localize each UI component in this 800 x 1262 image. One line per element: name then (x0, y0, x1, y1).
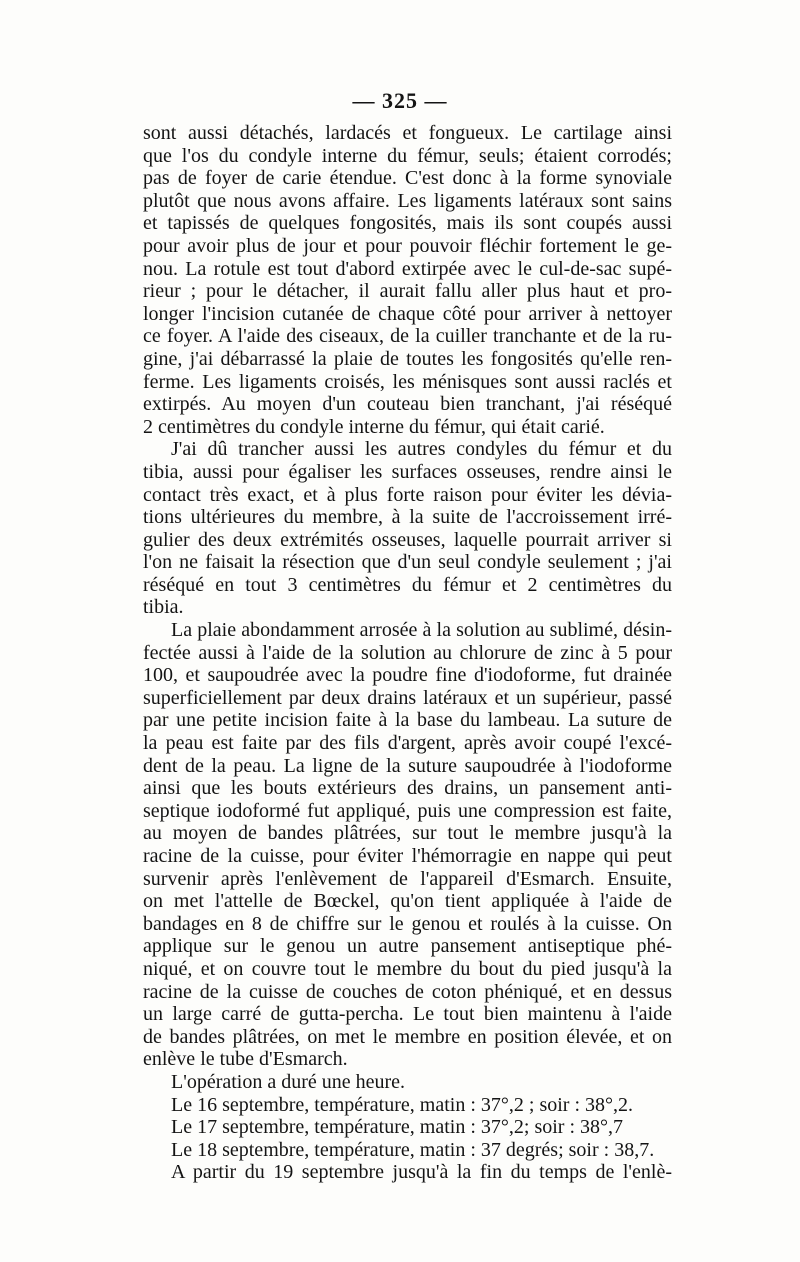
text-line: un large carré de gutta-percha. Le tout bien maintenu à l'aide (143, 1003, 672, 1026)
text-line: nou. La rotule est tout d'abord extirpée avec le cul-de-sac supé- (143, 257, 672, 280)
text-line: niqué, et on couvre tout le membre du bout du pied jusqu'à la (143, 957, 672, 980)
text-line: de bandes plâtrées, on met le membre en position élevée, et on (143, 1025, 672, 1048)
text-line: L'opération a duré une heure. (171, 1070, 406, 1093)
text-line: ferme. Les ligaments croisés, les ménisques sont aussi raclés et (143, 370, 672, 393)
text-line: superficiellement par deux drains latéraux et un supérieur, passé (143, 686, 672, 709)
text-line: sont aussi détachés, lardacés et fongueux. Le cartilage ainsi (143, 122, 672, 144)
text-line: plutôt que nous avons affaire. Les ligaments latéraux sont sains (143, 189, 672, 212)
text-line: et tapissés de quelques fongosités, mais ils sont coupés aussi (143, 212, 672, 235)
text-line: enlève le tube d'Esmarch. (143, 1048, 348, 1071)
text-line: ce foyer. A l'aide des ciseaux, de la cuiller tranchante et de la ru- (143, 325, 672, 348)
text-line: Le 16 septembre, température, matin : 37°,2 ; soir : 38°,2. (171, 1093, 633, 1116)
text-line: J'ai dû trancher aussi les autres condyles du fémur et du (171, 438, 672, 461)
text-line: la peau est faite par des fils d'argent, après avoir coupé l'excé- (143, 732, 672, 755)
text-line: fectée aussi à l'aide de la solution au chlorure de zinc à 5 pour (143, 641, 672, 664)
text-line: septique iodoformé fut appliqué, puis une compression est faite, (143, 799, 672, 822)
text-line: Le 17 septembre, température, matin : 37°,2; soir : 38°,7 (171, 1116, 623, 1139)
text-line: extirpés. Au moyen d'un couteau bien tranchant, j'ai réséqué (143, 393, 672, 416)
text-line: gulier des deux extrémités osseuses, laquelle pourrait arriver si (143, 528, 672, 551)
text-line: que l'os du condyle interne du fémur, seuls; étaient corrodés; (143, 144, 672, 167)
text-line: réséqué en tout 3 centimètres du fémur et 2 centimètres du (143, 573, 672, 596)
text-line: pour avoir plus de jour et pour pouvoir fléchir fortement le ge- (143, 234, 672, 257)
text-line: applique sur le genou un autre pansement antiseptique phé- (143, 935, 672, 958)
text-line: 2 centimètres du condyle interne du fémur, qui était carié. (143, 415, 605, 438)
text-line: Le 18 septembre, température, matin : 37 degrés; soir : 38,7. (171, 1138, 655, 1161)
text-line: 100, et saupoudrée avec la poudre fine d'iodoforme, fut drainée (143, 664, 672, 687)
text-line: pas de foyer de carie étendue. C'est donc à la forme synoviale (143, 167, 672, 190)
text-line: l'on ne faisait la résection que d'un seul condyle seulement ; j'ai (143, 551, 672, 574)
text-line: racine de la cuisse de couches de coton phéniqué, et en dessus (143, 980, 672, 1003)
text-line: ainsi que les bouts extérieurs des drains, un pansement anti- (143, 777, 672, 800)
text-line: gine, j'ai débarrassé la plaie de toutes les fongosités qu'elle ren- (143, 347, 672, 370)
page-number: — 325 — (352, 88, 448, 113)
text-line: rieur ; pour le détacher, il aurait fallu aller plus haut et pro- (143, 280, 672, 303)
text-line: contact très exact, et à plus forte raison pour éviter les dévia- (143, 483, 672, 506)
text-line: tibia, aussi pour égaliser les surfaces osseuses, rendre ainsi le (143, 460, 672, 483)
text-line: A partir du 19 septembre jusqu'à la fin du temps de l'enlè- (171, 1161, 672, 1184)
text-line: on met l'attelle de Bœckel, qu'on tient appliquée à l'aide de (143, 890, 672, 913)
text-line: dent de la peau. La ligne de la suture saupoudrée à l'iodoforme (143, 754, 672, 777)
text-line: racine de la cuisse, pour éviter l'hémorragie en nappe qui peut (143, 845, 672, 867)
text-line: tions ultérieures du membre, à la suite de l'accroissement irré- (143, 506, 672, 529)
body-text (143, 122, 672, 1184)
text-line: tibia. (143, 596, 184, 619)
text-line: bandages en 8 de chiffre sur le genou et roulés à la cuisse. On (143, 912, 672, 935)
text-line: survenir après l'enlèvement de l'appareil d'Esmarch. Ensuite, (143, 867, 672, 890)
text-line: longer l'incision cutanée de chaque côté pour arriver à nettoyer (143, 302, 672, 325)
text-line: par une petite incision faite à la base du lambeau. La suture de (143, 709, 672, 732)
text-line: La plaie abondamment arrosée à la solution au sublimé, désin- (171, 619, 672, 642)
text-line: au moyen de bandes plâtrées, sur tout le membre jusqu'à la (143, 822, 672, 845)
